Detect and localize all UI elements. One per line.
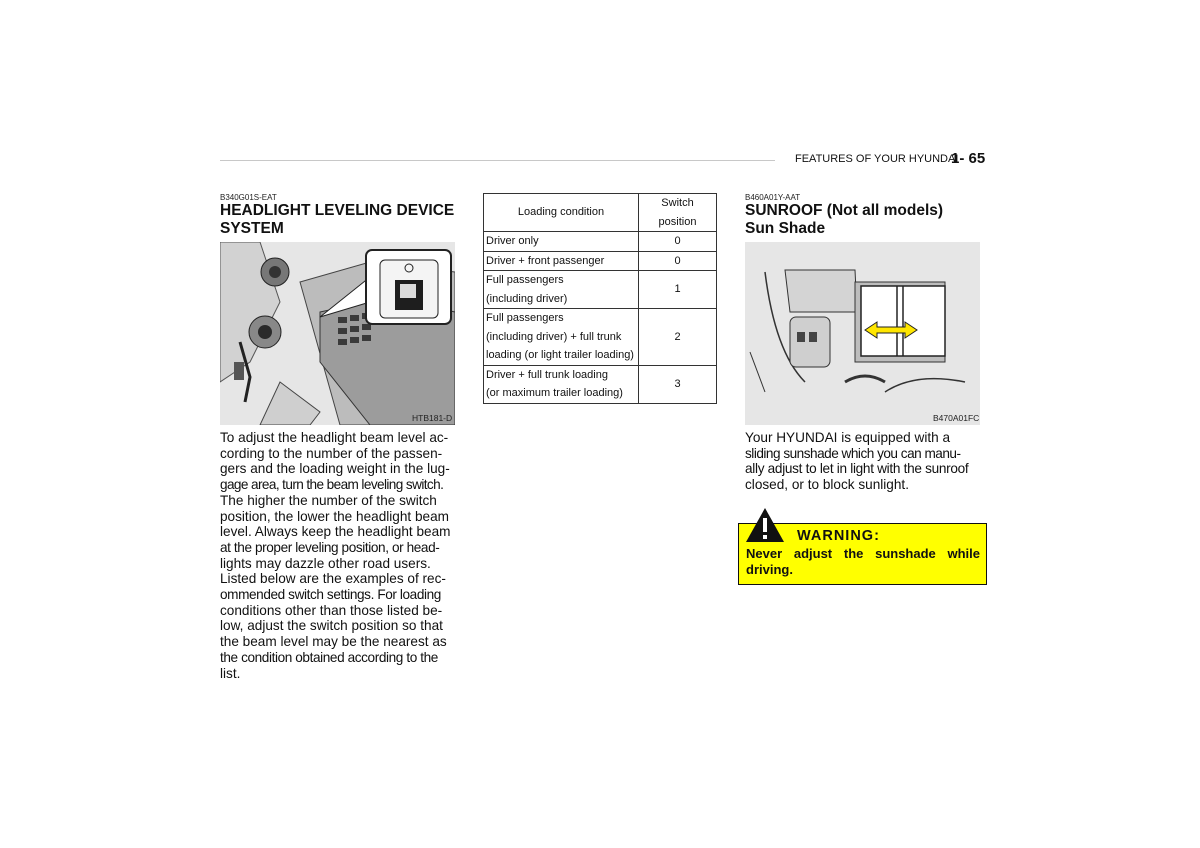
text-line: position, the lower the headlight beam [220, 508, 449, 524]
text-line: Your HYUNDAI is equipped with a [745, 430, 951, 445]
text-line: The higher the number of the switch [220, 492, 437, 508]
dashboard-illustration [220, 242, 455, 425]
text-line: low, adjust the switch position so that [220, 618, 443, 634]
heading-line: Sun Shade [745, 220, 826, 237]
text-line: lights may dazzle other road users. [220, 555, 431, 571]
headlight-instructions [220, 430, 455, 681]
sunroof-figure [745, 242, 980, 425]
section-code: B340G01S-EAT [220, 193, 277, 202]
section-title: FEATURES OF YOUR HYUNDAI [795, 153, 959, 165]
page-number: 1- 65 [951, 150, 986, 167]
condition-cell: Driver + front passenger [484, 251, 639, 271]
text-line: level. Always keep the headlight beam [220, 524, 451, 540]
text-line: conditions other than those listed be- [220, 602, 443, 618]
condition-cell: Full passengers (including driver) [484, 271, 639, 309]
column-header-condition: Loading condition [484, 194, 639, 232]
heading-line: SYSTEM [220, 220, 284, 237]
sunshade-description [745, 430, 980, 493]
text-line: To adjust the headlight beam level ac- [220, 430, 449, 445]
condition-cell: Driver + full trunk loading (or maximum trailer loading) [484, 365, 639, 403]
table-row [484, 309, 717, 366]
heading-line: HEADLIGHT LEVELING DEVICE [220, 202, 455, 219]
text-line: list. [220, 665, 241, 681]
warning-title: WARNING: [797, 528, 880, 544]
text-line: closed, or to block sunlight. [745, 477, 909, 493]
header-line: position [658, 215, 697, 228]
text-line: the condition obtained according to the [220, 649, 438, 665]
figure-caption: B470A01FC [933, 413, 980, 423]
column-header-position [639, 194, 717, 232]
text-line: ally adjust to let in light with the sunroof [745, 461, 969, 477]
text-line: at the proper leveling position, or head- [220, 539, 440, 555]
sunroof-illustration [745, 242, 980, 425]
condition-cell: Driver only [484, 232, 639, 252]
table-row [484, 251, 717, 271]
condition-cell: Full passengers (including driver) + full trunk loading (or light trailer loading) [484, 309, 639, 366]
position-cell: 0 [639, 232, 717, 252]
text-line: ommended switch settings. For loading [220, 587, 441, 603]
text-line: Listed below are the examples of rec- [220, 571, 446, 587]
header-rule [220, 160, 775, 161]
table-row [484, 271, 717, 309]
text-line: the beam level may be the nearest as [220, 634, 447, 650]
table-row [484, 232, 717, 252]
section-heading [220, 202, 454, 238]
warning-text: Never adjust the sunshade while driving. [746, 546, 980, 577]
text-line: sliding sunshade which you can manu- [745, 445, 961, 461]
position-cell: 2 [639, 309, 717, 366]
position-cell: 1 [639, 271, 717, 309]
text-line: cording to the number of the passen- [220, 445, 443, 461]
text-line: gers and the loading weight in the lug- [220, 461, 450, 477]
warning-triangle-icon [744, 506, 786, 544]
header-line: Switch [661, 197, 694, 209]
table-header-row [484, 194, 717, 232]
headlight-switch-figure [220, 242, 455, 425]
text-line: gage area, turn the beam leveling switch. [220, 477, 444, 493]
section-heading [745, 202, 943, 238]
table-row [484, 365, 717, 403]
loading-condition-table [483, 193, 717, 404]
position-cell: 3 [639, 365, 717, 403]
position-cell: 0 [639, 251, 717, 271]
section-code: B460A01Y-AAT [745, 193, 801, 202]
heading-line: SUNROOF (Not all models) [745, 202, 944, 219]
figure-caption: HTB181-D [412, 413, 453, 423]
